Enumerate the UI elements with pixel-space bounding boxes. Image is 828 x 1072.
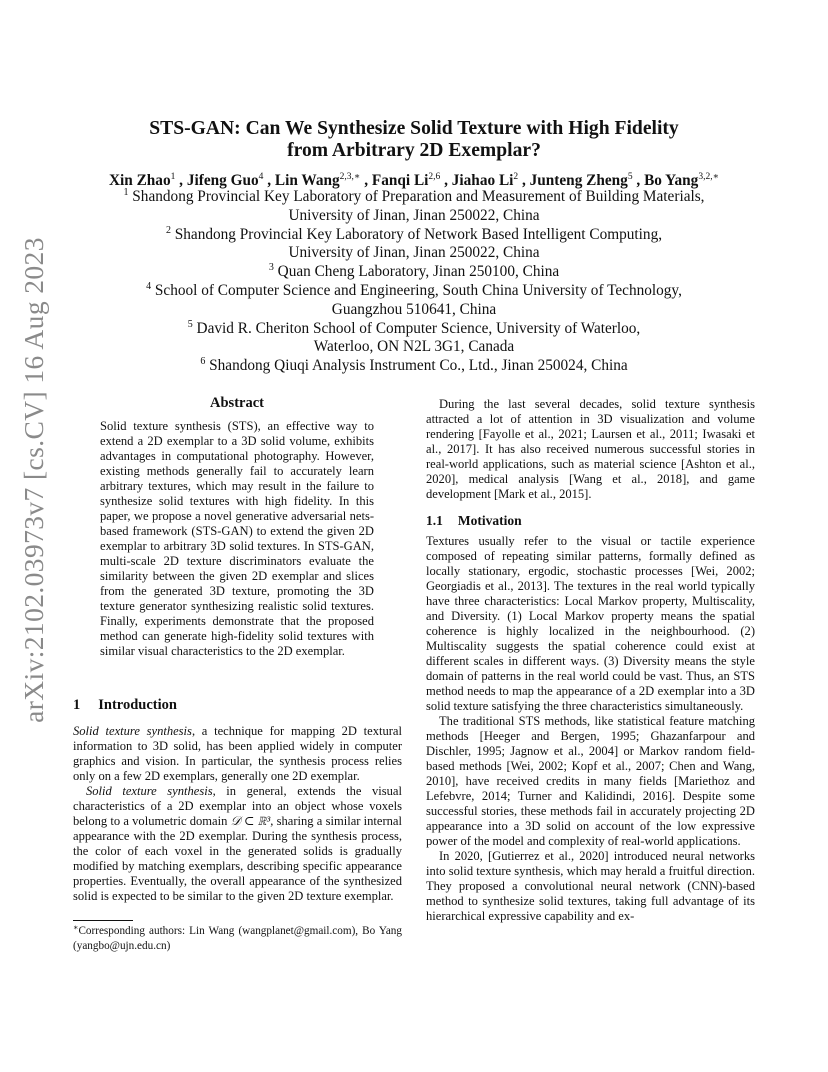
affiliation-number: 5	[187, 318, 193, 330]
intro-paragraph-2	[73, 784, 402, 904]
author-name: Junteng Zheng	[529, 172, 628, 189]
author-affiliation-mark: 4	[258, 172, 264, 182]
paper-title	[0, 118, 828, 162]
affiliation-number: 2	[165, 224, 171, 236]
author-affiliation-mark: 2,6	[428, 172, 441, 182]
motivation-paragraph-1: Textures usually refer to the visual or tactile experience composed of repeating similar patterns, formally defined as locally stationary, ergodic, stochastic processes [Wei, 2002; Georgiadis et al., 2013]. The textures in the real world typically have three characteristics: Local Markov property, Multiscality, and Diversity. (1) Local Markov property means the spatial coherence is highly localized in the neighbourhood. (2) Multiscality suggests the spatial coherence could exist at different scales in different ways. (3) Diversity means the style domain of patterns in the real world could be vast. Thus, an STS method needs to map the appearance of a 2D exemplar into a 3D solid texture satisfying the three characteristics simultaneously.	[426, 534, 755, 714]
section-number: 1	[73, 697, 81, 713]
intro-p2-math: 𝒟 ⊂ ℝ³	[230, 814, 271, 829]
section-title: Introduction	[98, 697, 177, 713]
footnote-text: Corresponding authors: Lin Wang (wangplanet@gmail.com), Bo Yang (yangbo@ujn.edu.cn)	[73, 925, 402, 952]
title-line-1: STS-GAN: Can We Synthesize Solid Texture with High Fidelity	[149, 118, 679, 139]
left-column-intro	[73, 724, 402, 904]
author-separator: ,	[632, 172, 645, 189]
affiliation-line-continued: University of Jinan, Jinan 250022, China	[288, 244, 540, 262]
affiliation-line	[0, 357, 828, 376]
author-separator: ,	[518, 172, 530, 189]
author	[644, 172, 719, 189]
affiliation-line-continued: Waterloo, ON N2L 3G1, Canada	[313, 338, 515, 356]
right-column-top	[426, 397, 755, 502]
affiliation-line	[0, 282, 828, 301]
arxiv-identifier: arXiv:2102.03973v7 [cs.CV] 16 Aug 2023	[18, 237, 49, 723]
affiliation-text: Shandong Provincial Key Laboratory of Preparation and Measurement of Building Materials,	[132, 188, 705, 205]
intro-p1-emphasis: Solid texture synthesis	[73, 724, 192, 738]
author-name: Lin Wang	[274, 172, 340, 189]
author-affiliation-mark: 1	[170, 172, 176, 182]
subsection-title: Motivation	[457, 513, 522, 528]
author	[372, 172, 440, 189]
author-separator: ,	[175, 172, 187, 189]
footnote	[73, 924, 402, 954]
author	[109, 172, 175, 189]
affiliation-text: Shandong Qiuqi Analysis Instrument Co., Ltd., Jinan 250024, China	[209, 357, 628, 375]
affiliation-line-continued: University of Jinan, Jinan 250022, China	[288, 206, 540, 224]
author-name: Jifeng Guo	[186, 172, 259, 189]
affiliation-number: 4	[146, 280, 152, 292]
subsection-motivation-heading	[426, 513, 522, 529]
author-name: Jiahao Li	[451, 172, 514, 189]
affiliation-list	[0, 188, 828, 376]
author-name: Bo Yang	[644, 172, 699, 189]
intro-p2-text-b: , sharing a similar internal appearance with the 2D exemplar. During the synthesis process, the color of each voxel in the generated solids is gradually modified by matching exemplars, describing specific appearance properties. Eventually, the overall appearance of the synthesized solid is expected to be similar to the given 2D texture exemplar.	[73, 814, 402, 904]
section-introduction-heading	[73, 697, 177, 714]
affiliation-line	[0, 226, 828, 245]
affiliation-line	[0, 263, 828, 282]
footnote-rule	[73, 920, 133, 921]
subsection-number: 1.1	[426, 513, 443, 528]
footnote-mark: ∗	[73, 923, 79, 932]
author-affiliation-mark: 2	[513, 172, 519, 182]
abstract-body: Solid texture synthesis (STS), an effective way to extend a 2D exemplar to a 3D solid volume, exhibits advantages in computational photography. However, existing methods generally fail to accurately learn arbitrary textures, which may result in the failure to synthesize solid textures with high fidelity. In this paper, we propose a novel generative adversarial nets-based framework (STS-GAN) to extend the given 2D exemplar to arbitrary 3D solid textures. In STS-GAN, multi-scale 2D texture discriminators evaluate the similarity between the given 2D exemplar and slices from the generated 3D texture, promoting the 3D texture generator synthesizing realistic solid textures. Finally, experiments demonstrate that the proposed method can generate high-fidelity solid textures with similar visual characteristics to the 2D exemplar.	[100, 419, 374, 659]
motivation-paragraph-3: In 2020, [Gutierrez et al., 2020] introduced neural networks into solid texture synthesis, which may herald a fruitful direction. They proposed a convolutional neural network (CNN)-based method to synthesize solid textures, taking full advantage of its hierarchical expressive capability and ex-	[426, 849, 755, 924]
author	[187, 172, 264, 189]
motivation-paragraph-2: The traditional STS methods, like statistical feature matching methods [Heeger and Bergen, 1995; Ghazanfarpour and Dischler, 1995; Jagnow et al., 2004] or Markov random field-based methods [Wei, 2002; Kopf et al., 2007; Chen and Wang, 2010], have received credits in many fields [Mariethoz and Lefebvre, 2014; Turner and Kalidindi, 2016]. Despite some successful stories, these methods fail in accurately projecting 2D appearance into a 3D solid on account of the low expressive power of the model and complexity of real-world applications.	[426, 714, 755, 849]
affiliation-text: David R. Cheriton School of Computer Science, University of Waterloo,	[196, 319, 641, 337]
intro-p1-text: , a technique for mapping 2D textural information to 3D solid, has been applied widely in computer graphics and vision. In particular, the synthesis process relies only on a few 2D exemplars, generally one 2D exemplar.	[73, 724, 402, 784]
affiliation-text: Shandong Provincial Key Laboratory of Network Based Intelligent Computing,	[174, 225, 663, 243]
author	[452, 172, 518, 189]
author-name: Fanqi Li	[371, 172, 429, 189]
affiliation-number: 6	[200, 356, 206, 368]
affiliation-line-continued: Guangzhou 510641, China	[331, 300, 497, 318]
author-separator: ,	[440, 172, 452, 189]
affiliation-text: School of Computer Science and Engineering, South China University of Technology,	[154, 281, 682, 299]
right-paragraph-0: During the last several decades, solid texture synthesis attracted a lot of attention in 3D visualization and volume rendering [Fayolle et al., 2021; Laursen et al., 2011; Iwasaki et al., 2017]. It has also received numerous successful stories in real-world applications, such as material science [Ashton et al., 2020], medical analysis [Wang et al., 2018], and game development [Mark et al., 2015].	[426, 397, 755, 502]
author-separator: ,	[263, 172, 275, 189]
intro-p2-emphasis: Solid texture synthesis	[86, 784, 213, 799]
title-line-2: from Arbitrary 2D Exemplar?	[287, 140, 541, 161]
author	[275, 172, 360, 189]
abstract-heading: Abstract	[210, 395, 264, 411]
author-name: Xin Zhao	[108, 172, 171, 189]
author-affiliation-mark: 5	[627, 172, 633, 182]
affiliation-text: Quan Cheng Laboratory, Jinan 250100, China	[277, 263, 560, 281]
intro-paragraph-1	[73, 724, 402, 784]
affiliation-line	[0, 320, 828, 339]
author-separator: ,	[360, 172, 372, 189]
affiliation-line	[0, 188, 828, 207]
affiliation-number: 1	[123, 187, 129, 198]
intro-p2-text-a: , in general, extends the visual characteristics of a 2D exemplar into an object whose voxels belong to a volumetric domain	[73, 784, 402, 829]
author	[530, 172, 633, 189]
author-affiliation-mark: 3,2,∗	[698, 172, 720, 182]
affiliation-number: 3	[268, 262, 274, 274]
author-affiliation-mark: 2,3,∗	[339, 172, 361, 182]
right-column-motivation	[426, 534, 755, 924]
